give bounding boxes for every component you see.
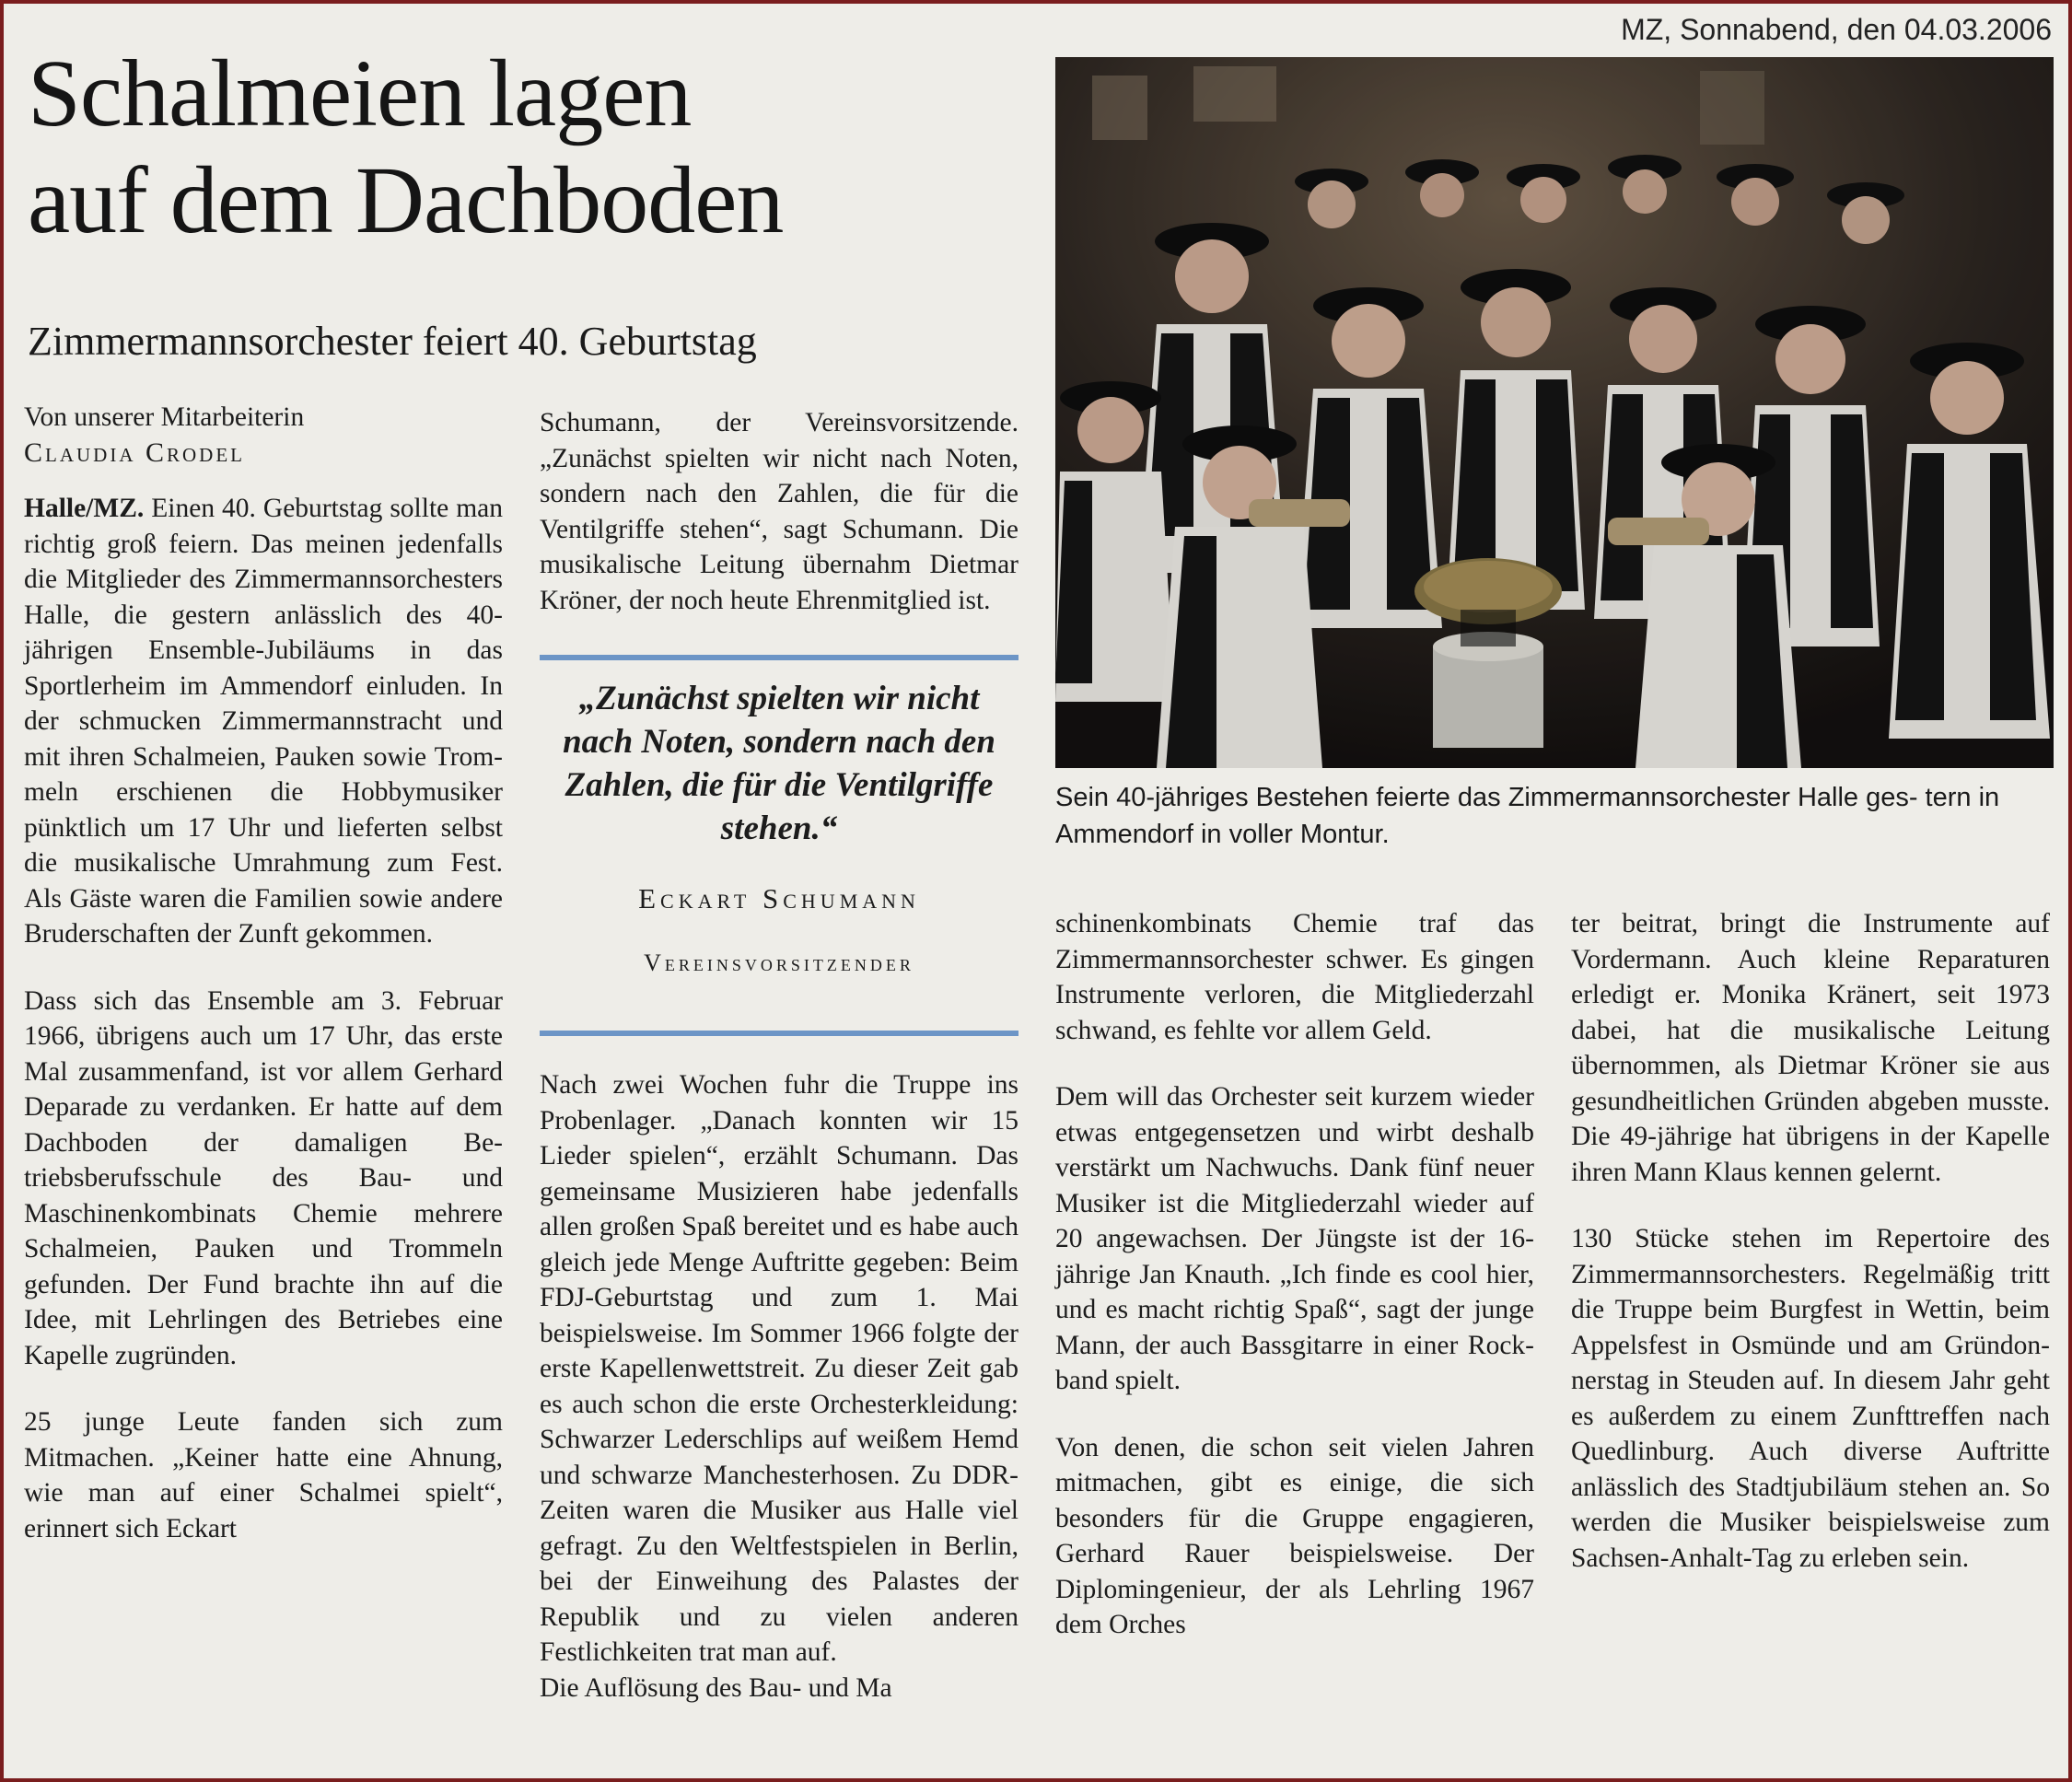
article-paragraph: schinenkombinats Chemie traf das Zimmermannsorchester schwer. Es gingen Instrumente verloren, die Mitgliederzahl schwand, es fehlte vor allem Geld. — [1055, 909, 1534, 1045]
orchestra-photo — [1055, 57, 2054, 768]
byline — [24, 400, 503, 471]
article-paragraph: 130 Stücke stehen im Repertoire des Zimmermannsorchesters. Regelmäßig tritt die Truppe beim Burgfest in Wettin, beim Appelsfest in Osmünde und am Gründonnerstag in Steuden auf. In diesem Jahr geht es außerdem zu einem Zunfttreffen nach Quedlinburg. Auch diverse Auftritte anlässlich des Stadtjubiläum stehen an. So werden die Musiker beispielsweise zum Sachsen-Anhalt-Tag zu erleben sein. — [1571, 1224, 2050, 1573]
subheadline: Zimmermannsorchester feiert 40. Geburtstag — [28, 319, 757, 364]
article-paragraph — [24, 491, 503, 952]
article-column-3 — [1055, 906, 1534, 1674]
article-paragraph: Dem will das Orchester seit kurzem wieder etwas entgegensetzen und wirbt deshalb verstärkt um Nachwuchs. Dank fünf neuer Musiker ist die Mitgliederzahl wieder auf 20 angewachsen. Der Jüngste ist der 16-jährige Jan Knauth. „Ich finde es cool hier, und es macht richtig Spaß“, sagt der junge Mann, der auch Bassgitarre in einer Rockband spielt. — [1055, 1082, 1534, 1395]
photo-caption: Sein 40-jähriges Bestehen feierte das Zimmermannsorchester Halle ges- tern in Ammendorf in voller Montur. — [1055, 783, 2000, 849]
pull-quote-name: Eckart Schumann — [638, 882, 920, 914]
article-paragraph: Dass sich das Ensemble am 3. Februar 1966, übrigens auch um 17 Uhr, das erste Mal zusammenfand, ist vor allem Gerhard Deparade zu verdanken. Er hatte auf dem Dachboden der damaligen Betriebsberufsschule des Bau- und Maschinenkombinats Chemie mehrere Schalmeien, Pauken und Trommeln gefunden. Der Fund brachte ihn auf die Idee, mit Lehrlingen des Betriebes eine Kapelle zugründen. — [24, 985, 503, 1370]
article-column-4 — [1571, 906, 2050, 1607]
article-paragraph: 25 junge Leute fanden sich zum Mitmachen. „Keiner hatte eine Ahnung, wie man auf einer Schalmei spielt“, erinnert sich Eckart — [24, 1407, 503, 1543]
article-paragraph: Nach zwei Wochen fuhr die Truppe ins Probenlager. „Danach konnten wir 15 Lieder spielen“, erzählt Schumann. Das gemeinsame Musizieren habe jedenfalls allen großen Spaß bereitet und es habe auch gleich jede Menge Auftritte gegeben: Beim FDJ-Geburtstag und zum 1. Mai beispielsweise. Im Sommer 1966 folgte der erste Kapellenwettstreit. Zu dieser Zeit gab es auch schon die erste Orchesterkleidung: Schwarzer Lederschlips auf weißem Hemd und schwarze Manchesterhosen. Zu DDR-Zeiten waren die Musiker aus Halle viel gefragt. Zu den Weltfestspielen in Berlin, bei der Einweihung des Palastes der Republik und zu vielen anderen Festlichkeiten trat man auf. — [540, 1070, 1019, 1667]
byline-author: Claudia Crodel — [24, 437, 245, 468]
pull-quote-text: „Zunächst spielten wir nicht nach Noten, sondern nach den Zahlen, die für die Ventilgriffe stehen.“ — [563, 680, 995, 847]
headline: Schalmeien lagen auf dem Dachboden — [28, 41, 784, 253]
paragraph-text: Einen 40. Geburtstag sollte man richtig groß feiern. Das meinen jedenfalls die Mitglieder des Zimmermannsorchesters Halle, die gestern anlässlich des 40-jährigen Ensemble-Jubiläums in das Sportlerheim im Ammendorf einluden. In der schmucken Zimmermannstracht und mit ihren Schalmeien, Pauken sowie Trommeln erschienen die Hobbymusiker pünktlich um 17 Uhr und lieferten selbst die musikalische Umrahmung zum Fest. Als Gäste waren die Familien sowie andere Bruderschaften der Zunft gekommen. — [24, 494, 504, 949]
pull-quote-role: Vereinsvorsitzender — [644, 949, 914, 976]
article-paragraph: ter beitrat, bringt die Instrumente auf Vordermann. Auch kleine Reparaturen erledigt er. Monika Kränert, seit 1973 dabei, hat die musikalische Leitung übernommen, als Dietmar Kröner sie aus gesundheitlichen Gründen abgeben musste. Die 49-jährige hat übrigens in der Kapelle ihren Mann Klaus kennen gelernt. — [1571, 909, 2050, 1187]
dateloc: Halle/MZ. — [24, 494, 145, 523]
orchestra-group-photo — [1055, 57, 2054, 768]
byline-intro: Von unserer Mitarbeiterin — [24, 402, 305, 432]
article-column-2 — [540, 405, 1019, 1737]
article-column-1 — [24, 400, 503, 1578]
article-paragraph: Von denen, die schon seit vielen Jahren mitmachen, gibt es einige, die sich besonders für die Gruppe engagieren, Gerhard Rauer beispielsweise. Der Diplomingenieur, der als Lehrling 1967 dem Orches — [1055, 1432, 1534, 1639]
pull-quote — [540, 655, 1019, 1036]
article-paragraph: Schumann, der Vereinsvorsitzende. „Zunächst spielten wir nicht nach Noten, sondern nach den Zahlen, die für die Ventilgriffe stehen“, sagt Schumann. Die musikalische Leitung übernahm Dietmar Kröner, der noch heute Ehrenmitglied ist. — [540, 408, 1019, 615]
article-paragraph: Die Auflösung des Bau- und Ma — [540, 1672, 892, 1703]
dateline: MZ, Sonnabend, den 04.03.2006 — [1621, 13, 2052, 46]
